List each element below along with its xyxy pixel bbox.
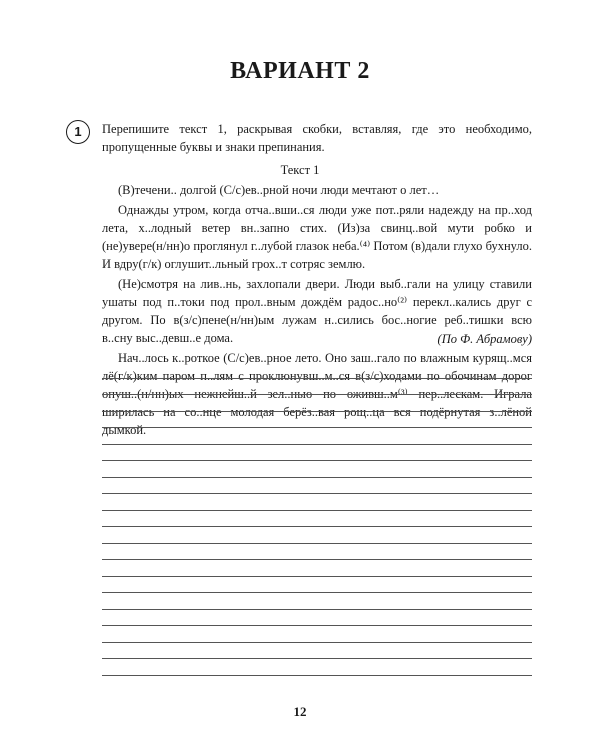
page-number: 12 [293,704,307,719]
task-instruction: Перепишите текст 1, раскрывая скобки, вставляя, где это необходимо, пропущенные буквы и знаки препинания. [102,122,532,154]
answer-line[interactable] [102,593,532,610]
answer-line[interactable] [102,610,532,627]
answer-line[interactable] [102,659,532,676]
answer-line[interactable] [102,643,532,660]
text-title: Текст 1 [280,163,320,177]
answer-line[interactable] [102,511,532,528]
answer-line[interactable] [102,560,532,577]
source-attribution: (По Ф. Абрамову) [437,332,532,346]
variant-title: ВАРИАНТ 2 [230,58,370,84]
answer-line[interactable] [102,395,532,412]
answer-line[interactable] [102,494,532,511]
paragraph-1: (В)течени.. долгой (С/с)ев..рной ночи люди мечтают о лет… [118,183,440,197]
answer-line[interactable] [102,577,532,594]
answer-line[interactable] [102,478,532,495]
paragraph-3: (Не)смотря на лив..нь, захлопали двери. Люди выб..гали на улицу ставили ушаты под п..токи под прол..вным дождём радос..но⁽²⁾ перекл..кались друг с другом. По в(з/с)пене(н/нн)ым лужам н..сились бос..ногие реб..тишки всю в..сну выс..девш..е дома. [102,277,532,345]
paragraph-4: Нач..лось к..роткое (С/с)ев..рное лето. Оно заш..гало по влажным курящ..мся лё(г/к)ким паром п..лям с проклюнувш..м..ся в(з/с)ходами по обочинам дорог опуш..(н/нн)ых нежнейш..й зел..нью по оживш..м⁽³⁾ пер..лескам. Играла ширилась на со..нце молодая берёз..вая рощ..ца вся подёрнутая з..лёной дымкой. [102,351,532,437]
answer-line[interactable] [102,544,532,561]
answer-lines-area[interactable] [102,362,532,676]
answer-line[interactable] [102,379,532,396]
task-number-badge: 1 [66,120,90,144]
paragraph-2: Однажды утром, когда отча..вши..ся люди уже пот..ряли надежду на пр..ход лета, х..лодный ветер вн..запно стих. (Из)за свинц..вой мути робко и (не)увере(н/нн)о проглянул г..лубой глазок неба.⁽⁴⁾ Потом (в)дали глухо бухнуло. И вдру(г/к) оглушит..льный грох..т сотряс землю. [102,203,532,271]
answer-line[interactable] [102,445,532,462]
answer-line[interactable] [102,362,532,379]
answer-line[interactable] [102,626,532,643]
answer-line[interactable] [102,412,532,429]
answer-line[interactable] [102,461,532,478]
answer-line[interactable] [102,428,532,445]
answer-line[interactable] [102,527,532,544]
